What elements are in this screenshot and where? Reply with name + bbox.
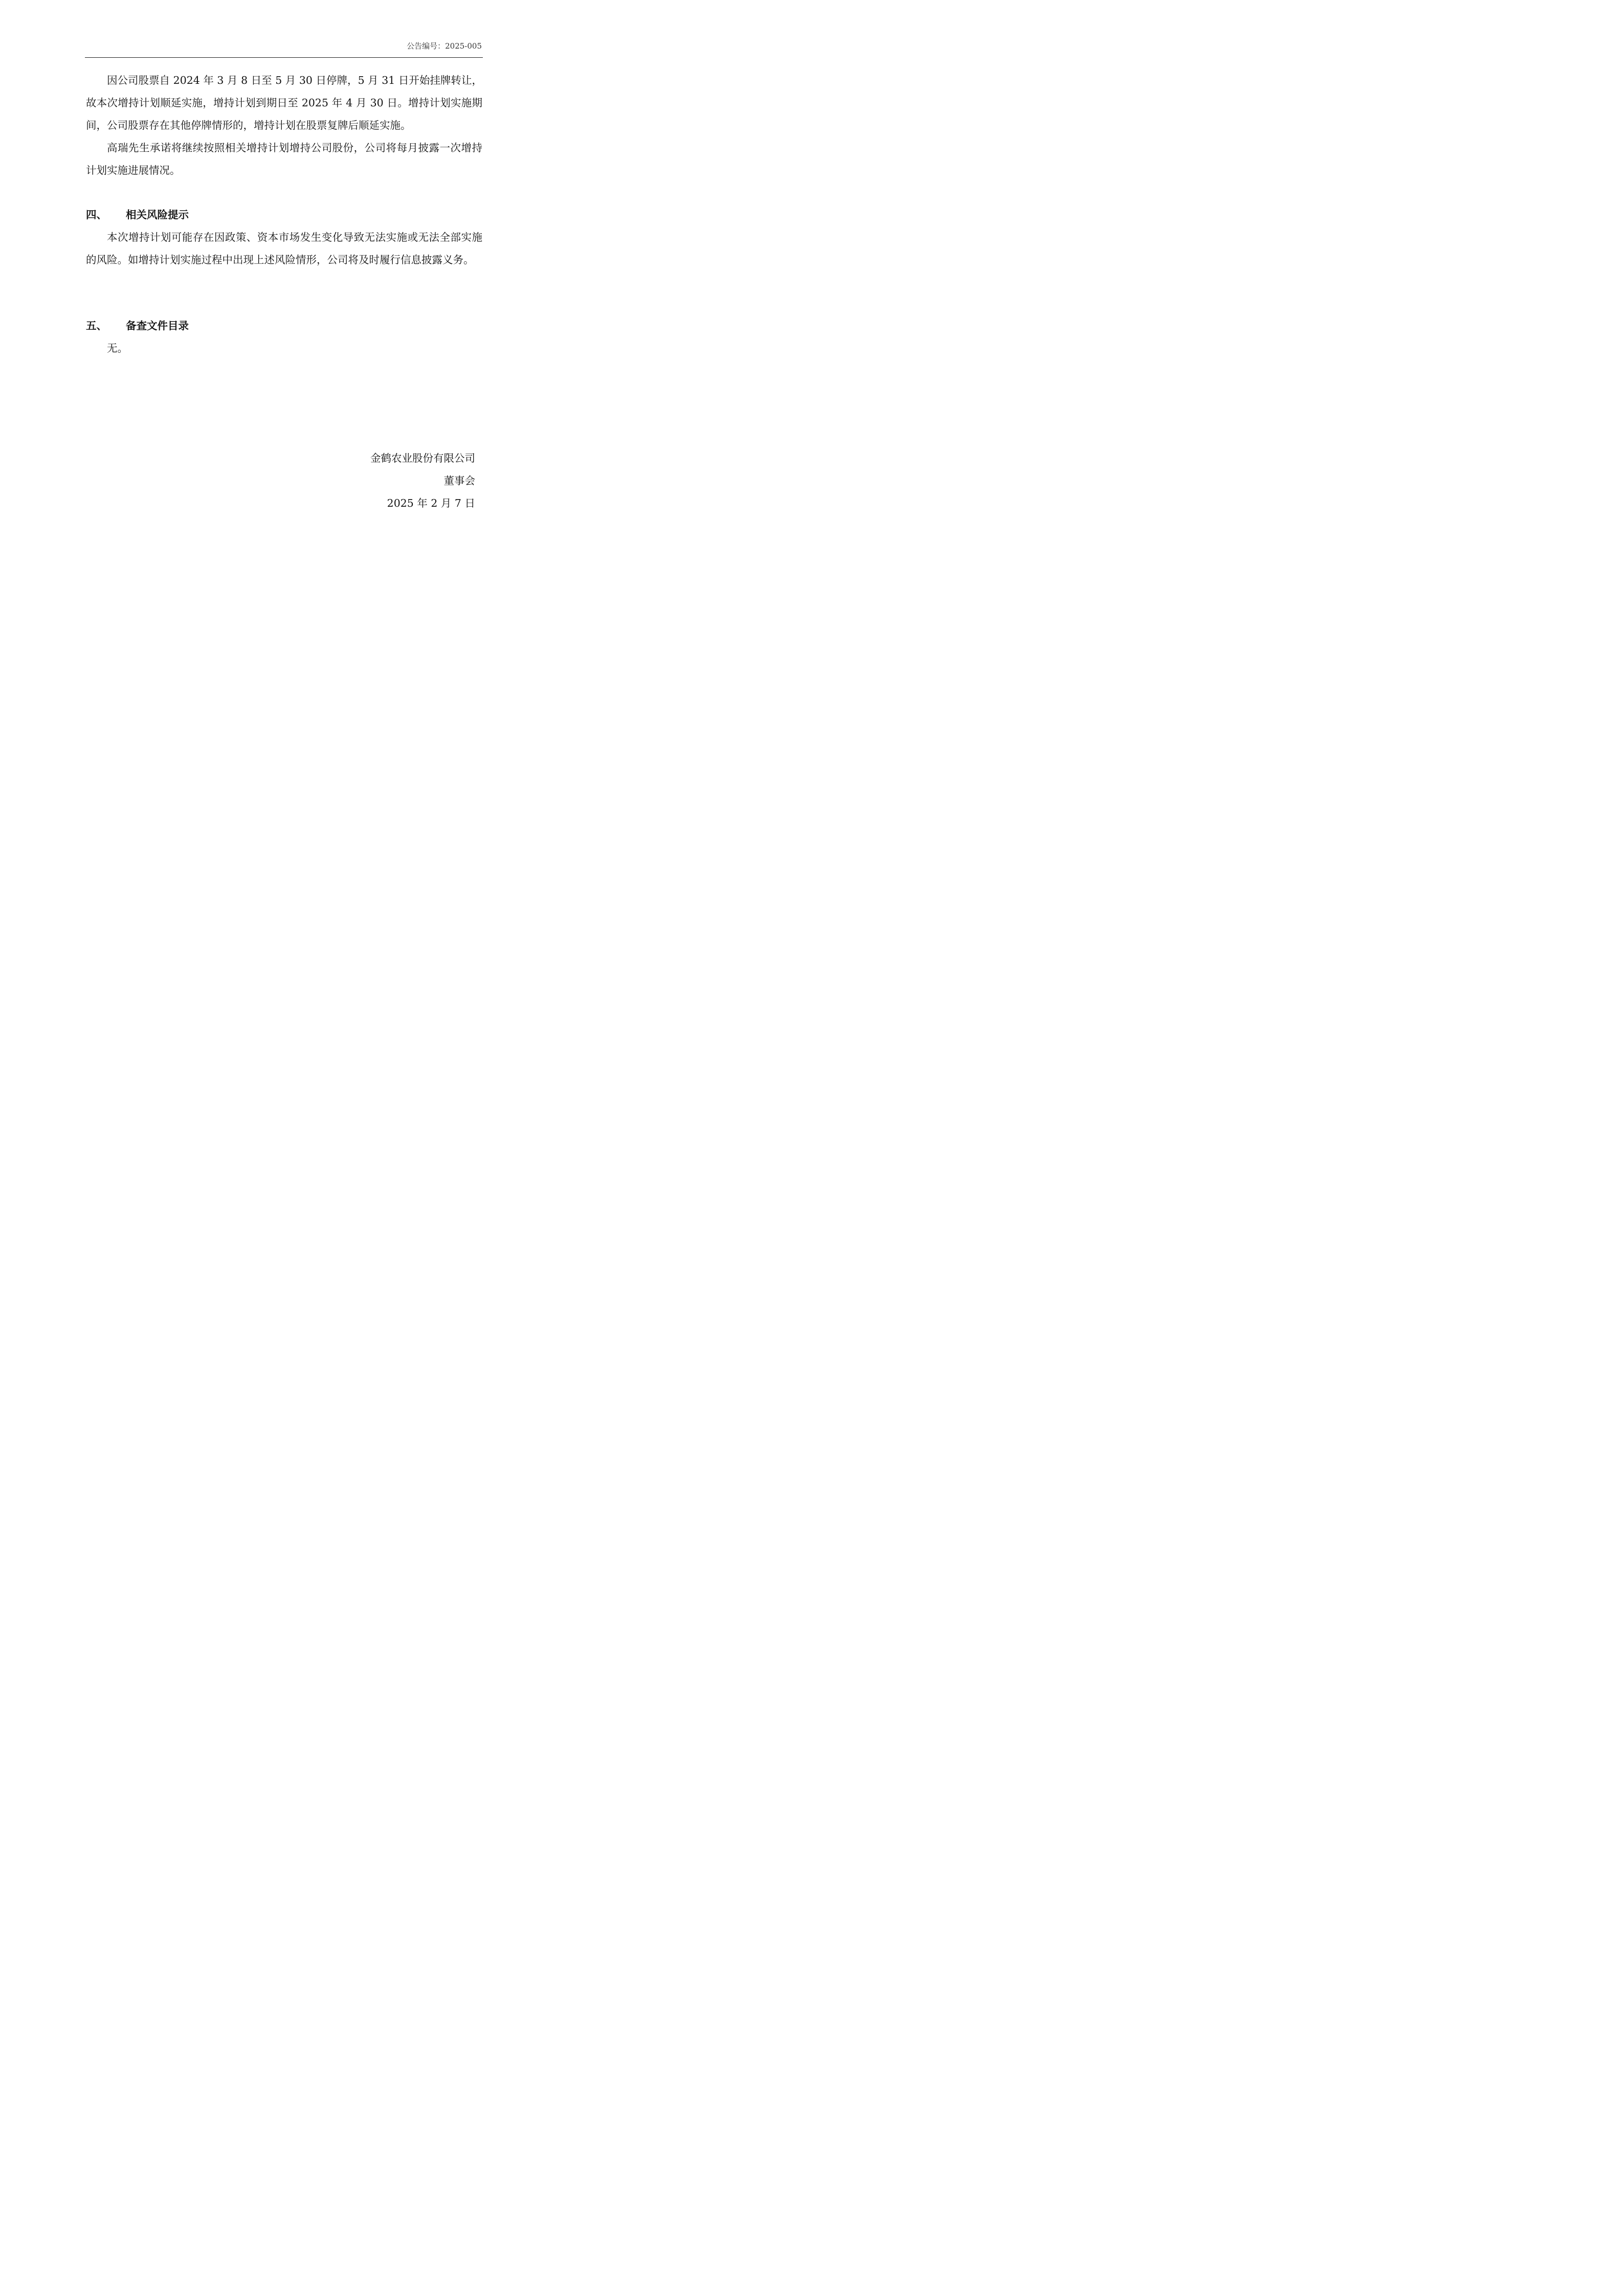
section-number: 四、 <box>86 209 107 221</box>
signature-company: 金鹤农业股份有限公司 <box>370 452 475 464</box>
signature-date: 2025 年 2 月 7 日 <box>387 497 475 509</box>
risk-paragraph: 本次增持计划可能存在因政策、资本市场发生变化导致无法实施或无法全部实施的风险。如增持计划实施过程中出现上述风险情形，公司将及时履行信息披露义务。 <box>86 231 482 266</box>
body-paragraph-commitment: 高瑞先生承诺将继续按照相关增持计划增持公司股份，公司将每月披露一次增持计划实施进展情况。 <box>86 142 482 176</box>
signature-board: 董事会 <box>443 475 475 487</box>
section-heading-documents <box>86 314 189 337</box>
section-number: 五、 <box>86 320 107 332</box>
section-title: 相关风险提示 <box>126 209 189 221</box>
header-divider <box>85 57 483 58</box>
section-title: 备查文件目录 <box>126 320 189 332</box>
documents-paragraph: 无。 <box>107 342 128 354</box>
body-paragraph-suspension: 因公司股票自 2024 年 3 月 8 日至 5 月 30 日停牌，5 月 31 日开始挂牌转让，故本次增持计划顺延实施，增持计划到期日至 2025 年 4 月 30 日。增持计划实施期间，公司股票存在其他停牌情形的，增持计划在股票复牌后顺延实施。 <box>86 74 482 131</box>
announcement-number: 公告编号：2025-005 <box>407 41 482 51</box>
section-heading-risk <box>86 204 189 226</box>
